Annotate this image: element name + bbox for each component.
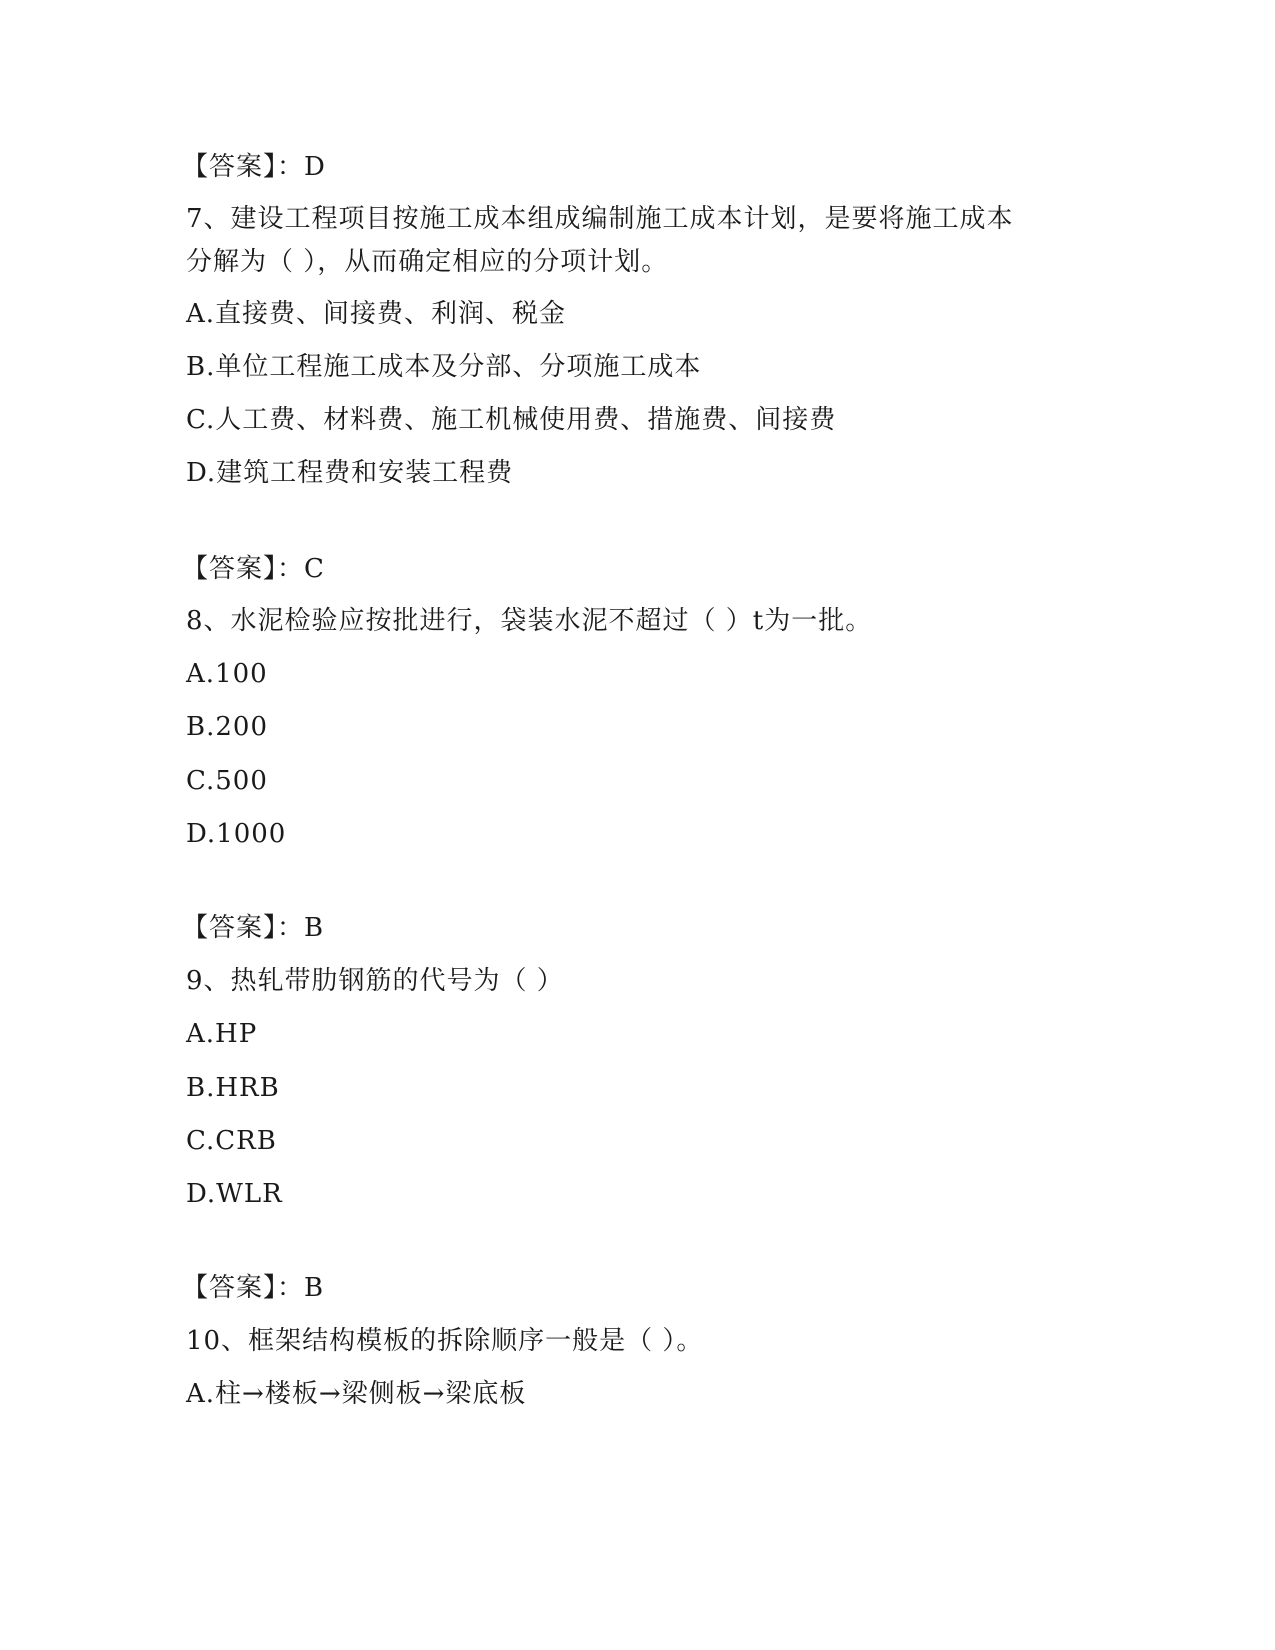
question-7-option-d: D.建筑工程费和安装工程费 bbox=[186, 458, 514, 488]
question-7-option-a: A.直接费、间接费、利润、税金 bbox=[186, 299, 567, 329]
question-10-option-a: A.柱→楼板→梁侧板→梁底板 bbox=[186, 1379, 527, 1409]
answer-label: 【答案】：B bbox=[182, 913, 325, 943]
question-8-option-c: C.500 bbox=[186, 766, 268, 796]
question-10-text: 10、框架结构模板的拆除顺序一般是（ ）。 bbox=[186, 1326, 704, 1356]
question-8-option-a: A.100 bbox=[186, 659, 268, 689]
answer-label: 【答案】：C bbox=[182, 554, 325, 584]
answer-label: 【答案】：D bbox=[182, 152, 326, 182]
question-9-option-a: A.HP bbox=[186, 1019, 258, 1049]
question-7-option-c: C.人工费、材料费、施工机械使用费、措施费、间接费 bbox=[186, 405, 837, 435]
question-9-text: 9、热轧带肋钢筋的代号为（ ） bbox=[186, 966, 564, 996]
question-7-option-b: B.单位工程施工成本及分部、分项施工成本 bbox=[186, 352, 702, 382]
question-8-text: 8、水泥检验应按批进行，袋装水泥不超过（ ）t为一批。 bbox=[186, 606, 873, 636]
question-9-option-b: B.HRB bbox=[186, 1073, 280, 1103]
answer-label: 【答案】：B bbox=[182, 1273, 325, 1303]
question-8-option-b: B.200 bbox=[186, 712, 268, 742]
question-8-option-d: D.1000 bbox=[186, 819, 287, 849]
question-9-option-c: C.CRB bbox=[186, 1126, 277, 1156]
question-7-text-line-1: 7、建设工程项目按施工成本组成编制施工成本计划，是要将施工成本 bbox=[186, 204, 1014, 234]
question-9-option-d: D.WLR bbox=[186, 1179, 283, 1209]
question-7-text-line-2: 分解为（ ），从而确定相应的分项计划。 bbox=[186, 247, 669, 277]
